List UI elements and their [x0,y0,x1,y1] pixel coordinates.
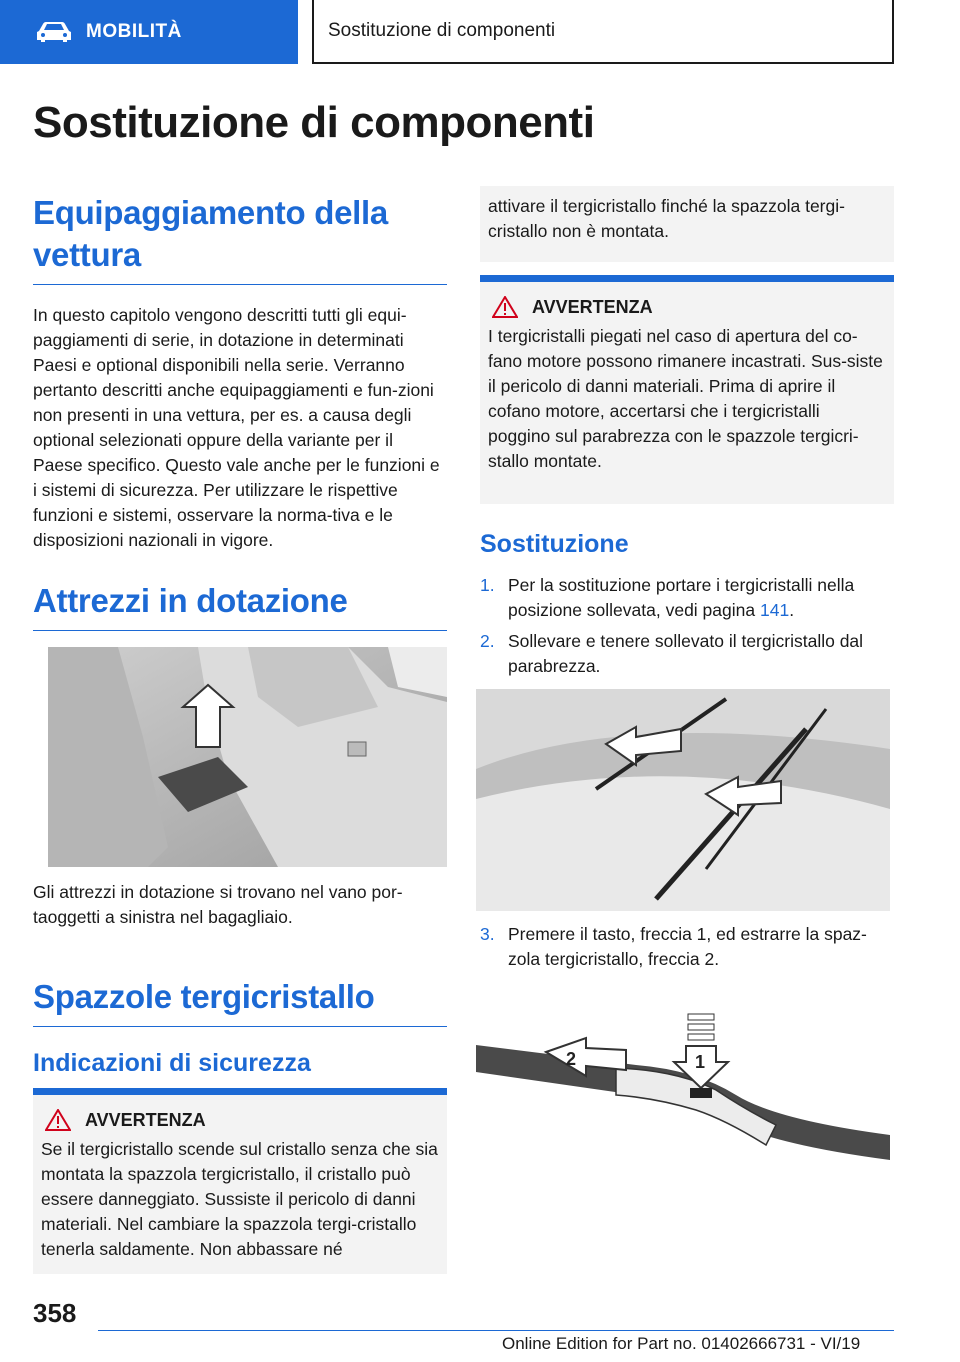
step-item [480,629,894,679]
warning-1-header [41,1109,439,1131]
page-link[interactable]: 141 [759,600,790,620]
step-text: Per la sostituzione portare i tergicristalli nella posizione sollevata, vedi pagina 141. [508,575,855,620]
tools-caption-block [33,880,447,930]
trunk-tools-figure [48,647,447,867]
warning-box-1 [33,1088,447,1274]
breadcrumb: Sostituzione di componenti [312,0,894,64]
warning-2-text: I tergicristalli piegati nel caso di apertura del co-fano motore possono rimanere incastrati. Sus-siste il pericolo di danni materiali. Prima di aprire il cofano motore, accertarsi che i tergicristalli poggino sul parabrezza con le spazzole tergicri-stallo montate. [488,326,883,471]
wiper-blade-figure [476,1010,890,1180]
section-tab-label: MOBILITÀ [86,21,182,42]
warning-box-1-continued [480,186,894,262]
equipment-heading: Equipaggiamento della vettura [33,192,447,285]
warning-triangle-icon [492,296,518,318]
warning-1-text-continued: attivare il tergicristallo finché la spazzola tergi-cristallo non è montata. [488,196,845,241]
step-number: 3. [480,924,495,944]
footer-divider [98,1330,894,1331]
replace-steps-1-2 [480,573,894,679]
step-number: 1. [480,575,495,595]
step-item [480,573,894,623]
step-number: 2. [480,631,495,651]
warning-1-title: AVVERTENZA [85,1109,206,1130]
car-icon [36,21,72,43]
arrow-1-label: 1 [695,1052,706,1072]
footer-edition: Online Edition for Part no. 01402666731 - VI/19 [502,1334,861,1353]
section-tab[interactable] [0,0,298,64]
warning-1-text: Se il tergicristallo scende sul cristallo senza che sia montata la spazzola tergicristallo, il cristallo può essere danneggiato. Sussiste il pericolo di danni materiali. Nel cambiare la spazzola tergi-cristallo tenerla saldamente. Non abbassare né [41,1139,438,1259]
tools-section [33,580,447,631]
tools-caption: Gli attrezzi in dotazione si trovano nel vano por-taoggetti a sinistra nel bagagliaio. [33,882,403,927]
arrow-2-label: 2 [566,1049,577,1069]
warning-triangle-icon [45,1109,71,1131]
page-title: Sostituzione di componenti [33,98,595,147]
page-number: 358 [33,1298,77,1328]
step-item [480,922,894,972]
safety-heading: Indicazioni di sicurezza [33,1049,311,1077]
left-column [33,192,447,553]
warning-2-header [488,296,886,318]
step-text: Sollevare e tenere sollevato il tergicristallo dal parabrezza. [508,631,864,676]
replace-step-3 [480,922,894,978]
wiper-section [33,976,447,1078]
equipment-text: In questo capitolo vengono descritti tutti gli equi-paggiamenti di serie, in dotazione in determinati Paesi e optional disponibili nella serie. Verranno pertanto descritti anche equipaggiamenti e fun-zioni non presenti in una vettura, per es. a causa degli optional selezionati oppure della variante per il Paese specifico. Questo vale anche per le funzioni e i sistemi di sicurezza. Per utilizzare le rispettive funzioni e sistemi, osservare la norma-tiva e le disposizioni nazionali in vigore. [33,305,440,550]
warning-2-title: AVVERTENZA [532,296,653,317]
wiper-heading: Spazzole tergicristallo [33,976,447,1027]
replace-section [480,530,894,685]
replace-steps-3 [480,922,894,972]
step-text: Premere il tasto, freccia 1, ed estrarre la spaz-zola tergicristallo, freccia 2. [508,924,867,969]
tools-heading: Attrezzi in dotazione [33,580,447,631]
warning-box-2 [480,275,894,504]
wiper-lift-figure [476,689,890,911]
replace-heading: Sostituzione [480,530,629,558]
